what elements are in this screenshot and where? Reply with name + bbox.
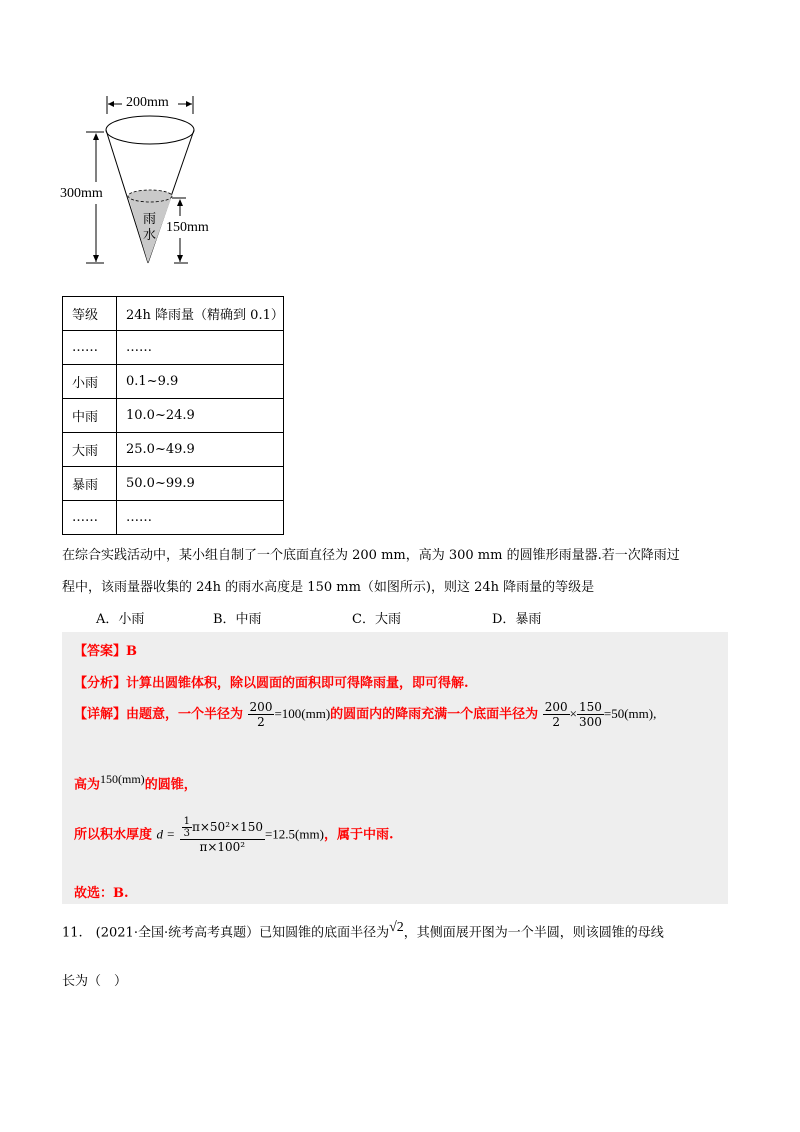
question-11-line-1 <box>62 920 664 940</box>
table-cell: …… <box>117 331 284 365</box>
table-cell: …… <box>117 501 284 535</box>
d-equals: d = <box>156 826 176 842</box>
height-value: 150(mm) <box>100 772 145 786</box>
rainfall-grade-table <box>62 296 284 535</box>
table-row <box>63 433 284 467</box>
fraction-200-2b <box>543 700 570 729</box>
table-cell: …… <box>63 331 117 365</box>
water-height-label: 150mm <box>166 220 209 235</box>
eq-50: =50(mm), <box>603 706 657 721</box>
frac-num <box>180 816 265 839</box>
big-numerator: π×50²×150 <box>191 820 263 834</box>
table-header-cell: 24h 降雨量（精确到 0.1） <box>117 297 284 331</box>
frac-num: 1 <box>183 816 190 827</box>
table-cell: 大雨 <box>63 433 117 467</box>
thickness-line <box>74 816 393 854</box>
frac-num: 200 <box>249 700 273 714</box>
fraction-200-2 <box>248 700 275 729</box>
table-row <box>63 331 284 365</box>
solution-box <box>62 632 728 904</box>
frac-den: 2 <box>543 714 570 729</box>
q11-text-a: 11. (2021·全国·统考高考真题）已知圆锥的底面半径为 <box>62 925 390 941</box>
answer-line: 【答案】B <box>74 644 137 659</box>
table-cell: 中雨 <box>63 399 117 433</box>
table-cell: 暴雨 <box>63 467 117 501</box>
water-text-2: 水 <box>143 227 157 242</box>
table-cell: 25.0~49.9 <box>117 433 284 467</box>
detail-mid: 的圆面内的降雨充满一个底面半径为 <box>330 707 539 722</box>
question-line-1: 在综合实践活动中，某小组自制了一个底面直径为 200 mm，高为 300 mm 的圆锥形雨量器.若一次降雨过 <box>62 548 680 563</box>
sqrt-2: √2 <box>389 920 404 935</box>
cone-figure <box>60 80 260 270</box>
detail-line <box>74 700 656 729</box>
frac-num: 150 <box>578 700 602 714</box>
option-c[interactable]: C．大雨 <box>352 612 401 627</box>
question-line-2: 程中，该雨量器收集的 24h 的雨水高度是 150 mm（如图所示)，则这 24h 降雨量的等级是 <box>62 580 595 595</box>
q11-text-b: ，其侧面展开图为一个半圆，则该圆锥的母线 <box>403 925 664 941</box>
times-sign: × <box>569 706 577 721</box>
option-a[interactable]: A．小雨 <box>96 612 145 627</box>
table-row <box>63 467 284 501</box>
detail-prefix: 【详解】由题意，一个半径为 <box>74 707 244 722</box>
frac-den: π×100² <box>180 839 265 854</box>
thickness-suffix: ，属于中雨. <box>323 827 394 843</box>
height-suffix: 的圆锥， <box>144 777 197 793</box>
table-header-row <box>63 297 284 331</box>
frac-num: 200 <box>544 700 568 714</box>
diameter-label: 200mm <box>126 95 169 110</box>
table-cell: 50.0~99.9 <box>117 467 284 501</box>
thickness-prefix: 所以积水厚度 <box>74 827 153 843</box>
table-header-cell: 等级 <box>63 297 117 331</box>
frac-den: 3 <box>183 828 190 839</box>
question-11-line-2: 长为（ ） <box>62 974 128 989</box>
frac-den: 2 <box>248 714 275 729</box>
table-cell: 小雨 <box>63 365 117 399</box>
height-line <box>74 772 197 792</box>
thickness-fraction <box>180 816 265 854</box>
frac-den: 300 <box>578 715 602 729</box>
analysis-line: 【分析】计算出圆锥体积，除以圆面的面积即可得降雨量，即可得解. <box>74 676 469 691</box>
table-cell: 0.1~9.9 <box>117 365 284 399</box>
table-row <box>63 399 284 433</box>
option-d[interactable]: D．暴雨 <box>492 612 542 627</box>
height-prefix: 高为 <box>74 777 101 793</box>
water-text-1: 雨 <box>143 211 157 226</box>
one-third <box>182 816 192 839</box>
option-b[interactable]: B．中雨 <box>213 612 262 627</box>
height-label: 300mm <box>60 186 103 201</box>
table-cell: …… <box>63 501 117 535</box>
choice-line: 故选：B. <box>74 886 129 901</box>
eq-100: =100(mm) <box>274 706 331 721</box>
fraction-150-300 <box>577 700 604 729</box>
table-row <box>63 501 284 535</box>
eq-12-5: =12.5(mm) <box>264 826 324 842</box>
table-row <box>63 365 284 399</box>
table-cell: 10.0~24.9 <box>117 399 284 433</box>
